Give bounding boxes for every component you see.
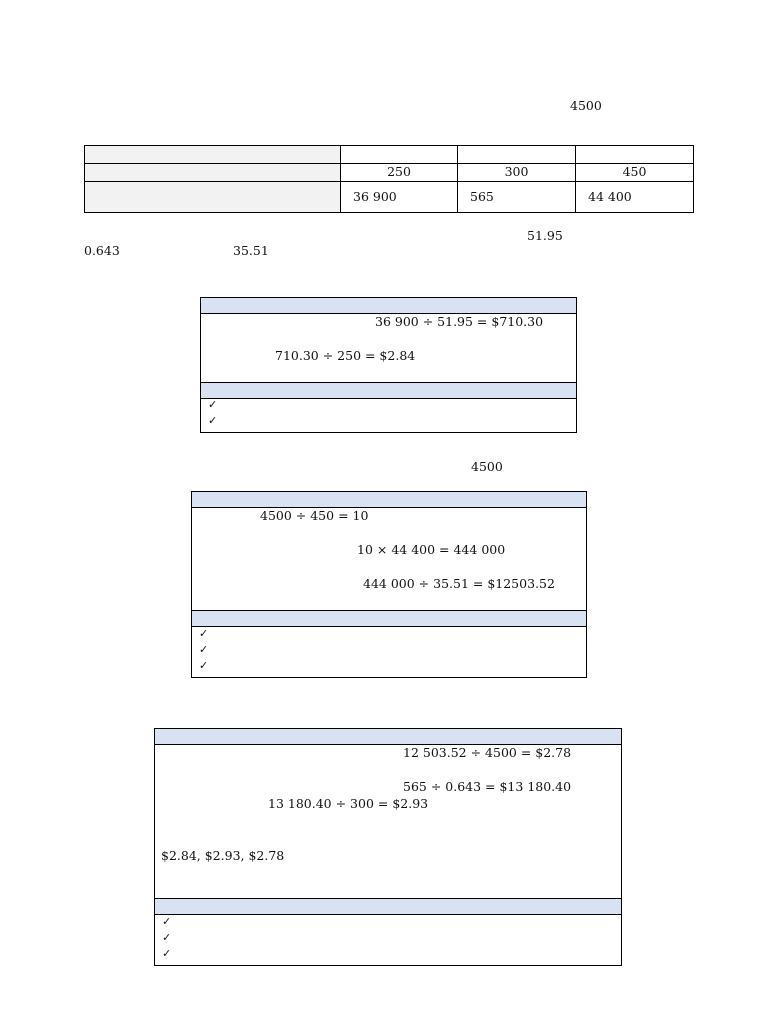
check-icon: ✓ (162, 931, 172, 944)
table-cell (85, 182, 341, 213)
answer-box-2 (191, 491, 587, 678)
check-icon: ✓ (162, 915, 172, 928)
box-header-band (155, 729, 621, 745)
table-cell: 250 (341, 164, 458, 182)
box-header-band (192, 492, 586, 508)
table-cell: 300 (458, 164, 576, 182)
table-row (85, 164, 694, 182)
calc-line: 710.30 ÷ 250 = $2.84 (275, 348, 416, 363)
box-header-band (201, 298, 576, 314)
calc-line: $2.84, $2.93, $2.78 (161, 848, 285, 863)
box-marking-band (155, 898, 621, 915)
calc-line: 444 000 ÷ 35.51 = $12503.52 (363, 576, 555, 591)
table-cell: 36 900 (341, 182, 458, 213)
check-icon: ✓ (199, 643, 209, 656)
top-weight-value: 4500 (570, 98, 602, 113)
price-table (84, 145, 694, 213)
calc-line: 13 180.40 ÷ 300 = $2.93 (268, 796, 429, 811)
table-cell (458, 146, 576, 164)
calc-line: 36 900 ÷ 51.95 = $710.30 (375, 314, 544, 329)
calc-line: 565 ÷ 0.643 = $13 180.40 (403, 779, 572, 794)
table-cell: 450 (576, 164, 694, 182)
calc-line: 10 × 44 400 = 444 000 (357, 542, 506, 557)
mid-weight-value: 4500 (471, 459, 503, 474)
answer-box-1 (200, 297, 577, 433)
check-icon: ✓ (208, 398, 218, 411)
rate-a: 51.95 (527, 228, 563, 243)
calc-line: 4500 ÷ 450 = 10 (260, 508, 369, 523)
check-icon: ✓ (162, 947, 172, 960)
check-icon: ✓ (199, 659, 209, 672)
box-marking-band (201, 382, 576, 399)
table-cell (85, 164, 341, 182)
answer-box-3 (154, 728, 622, 966)
table-cell (85, 146, 341, 164)
calc-line: 12 503.52 ÷ 4500 = $2.78 (403, 745, 572, 760)
box-marking-band (192, 610, 586, 627)
rate-c: 35.51 (233, 243, 269, 258)
table-cell (576, 146, 694, 164)
check-icon: ✓ (199, 627, 209, 640)
table-row (85, 182, 694, 213)
table-cell: 44 400 (576, 182, 694, 213)
table-cell (341, 146, 458, 164)
table-cell: 565 (458, 182, 576, 213)
table-header-row (85, 146, 694, 164)
check-icon: ✓ (208, 414, 218, 427)
rate-b: 0.643 (84, 243, 120, 258)
